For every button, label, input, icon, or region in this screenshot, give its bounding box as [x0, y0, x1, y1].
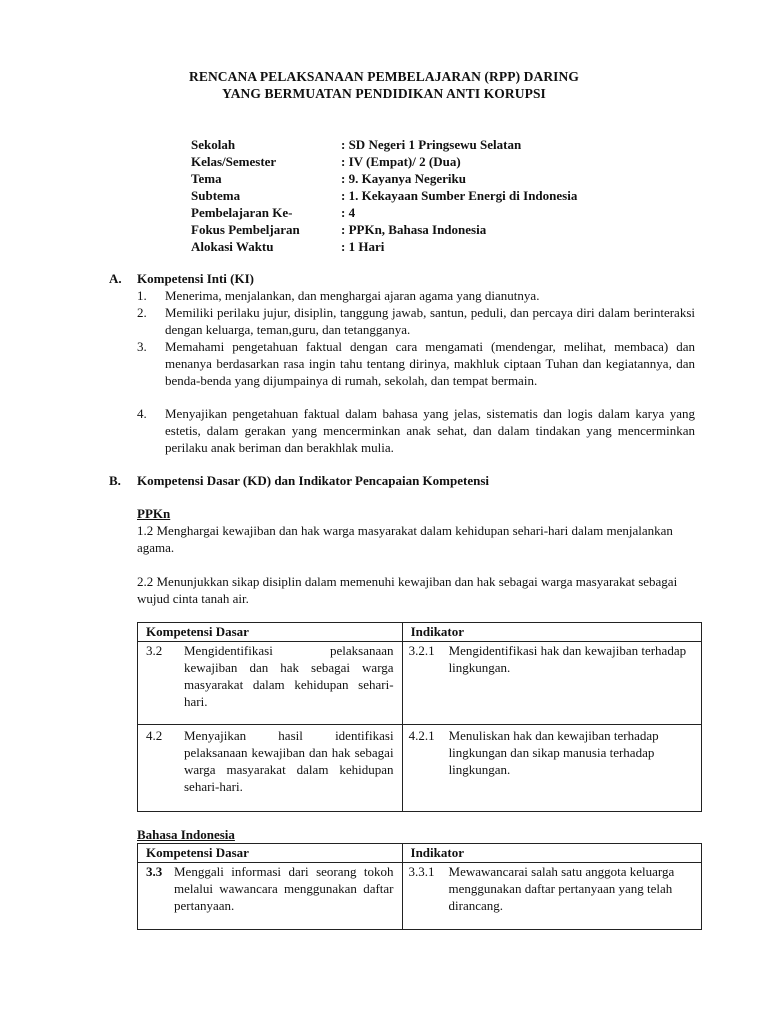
- ppkn-kd-table: [137, 622, 702, 812]
- indicator-number: 4.2.1: [408, 728, 435, 743]
- document-title-line-1: RENCANA PELAKSANAAN PEMBELAJARAN (RPP) DARING: [188, 69, 579, 84]
- table-row: [138, 863, 702, 930]
- ki-text: Memiliki perilaku jujur, disiplin, tanggung jawab, santun, peduli, dan percaya diri dalam berinteraksi dengan keluarga, teman,guru, dan tetangganya.: [165, 305, 695, 337]
- identity-value: : 4: [341, 205, 356, 220]
- kd-number: 3.2: [146, 643, 163, 658]
- column-header-indikator: Indikator: [402, 623, 701, 642]
- column-header-kompetensi: Kompetensi Dasar: [138, 844, 403, 863]
- identity-value: : 9. Kayanya Negeriku: [341, 171, 466, 186]
- ppkn-kd-1-2: 1.2 Menghargai kewajiban dan hak warga masyarakat dalam kehidupan sehari-hari dalam menjalankan agama.: [137, 523, 673, 555]
- table-header-row: [138, 844, 702, 863]
- section-letter: A.: [109, 271, 122, 286]
- ki-text: Menyajikan pengetahuan faktual dalam bahasa yang jelas, sistematis dan logis dalam karya yang estetis, dalam gerakan yang mencerminkan anak sehat, dan dalam tindakan yang mencerminkan perilaku anak beriman dan berakhlak mulia.: [165, 406, 695, 455]
- kd-number: 3.3: [146, 864, 163, 879]
- section-a-heading: [109, 270, 709, 287]
- indicator-cell: [402, 725, 701, 812]
- ki-number: 2.: [137, 305, 147, 320]
- ki-number: 1.: [137, 288, 147, 303]
- ki-item-3: [137, 338, 695, 406]
- table-row: [138, 725, 702, 812]
- identity-value: : SD Negeri 1 Pringsewu Selatan: [341, 137, 522, 152]
- kd-cell: [138, 725, 403, 812]
- ppkn-heading: PPKn: [137, 506, 171, 521]
- kd-cell: [138, 863, 403, 930]
- kd-cell: [138, 642, 403, 725]
- indicator-cell: [402, 642, 701, 725]
- identity-value: : IV (Empat)/ 2 (Dua): [341, 154, 461, 169]
- kd-text: Menggali informasi dari seorang tokoh melalui wawancara menggunakan daftar pertanyaan.: [174, 864, 394, 913]
- bahasa-kd-table: [137, 843, 702, 930]
- identity-label: Fokus Pembeljaran: [191, 222, 300, 237]
- identity-label: Kelas/Semester: [191, 154, 277, 169]
- section-title: Kompetensi Dasar (KD) dan Indikator Pencapaian Kompetensi: [137, 473, 489, 488]
- identity-value: : 1 Hari: [341, 239, 385, 254]
- ppkn-kd-2-2: 2.2 Menunjukkan sikap disiplin dalam memenuhi kewajiban dan hak sebagai warga masyarakat sebagai wujud cinta tanah air.: [137, 574, 678, 606]
- indicator-cell: [402, 863, 701, 930]
- kd-text: Mengidentifikasi pelaksanaan kewajiban dan hak sebagai warga masyarakat dalam kehidupan sehari-hari.: [184, 643, 394, 709]
- document-title-line-2: YANG BERMUATAN PENDIDIKAN ANTI KORUPSI: [222, 86, 546, 101]
- indicator-number: 3.3.1: [408, 864, 435, 879]
- section-b-heading: [109, 472, 709, 489]
- column-header-kompetensi: Kompetensi Dasar: [138, 623, 403, 642]
- indicator-text: Mengidentifikasi hak dan kewajiban terhadap lingkungan.: [448, 643, 687, 675]
- indicator-number: 3.2.1: [408, 643, 435, 658]
- identity-label: Subtema: [191, 188, 241, 203]
- identity-label: Alokasi Waktu: [191, 239, 274, 254]
- ki-text: Menerima, menjalankan, dan menghargai ajaran agama yang dianutnya.: [165, 288, 540, 303]
- identity-label: Tema: [191, 171, 222, 186]
- identity-value: : PPKn, Bahasa Indonesia: [341, 222, 487, 237]
- table-row: [138, 642, 702, 725]
- kd-number: 4.2: [146, 728, 163, 743]
- ki-item-1: [137, 287, 695, 304]
- ki-item-4: [137, 405, 695, 456]
- bahasa-indonesia-heading: Bahasa Indonesia: [137, 827, 235, 842]
- section-letter: B.: [109, 473, 121, 488]
- indicator-text: Menuliskan hak dan kewajiban terhadap lingkungan dan sikap manusia terhadap lingkungan.: [448, 728, 659, 777]
- ki-number: 3.: [137, 339, 147, 354]
- kd-text: Menyajikan hasil identifikasi pelaksanaan kewajiban dan hak sebagai warga masyarakat dalam kehidupan sehari-hari.: [184, 728, 394, 794]
- ki-item-2: [137, 304, 695, 338]
- identity-label: Pembelajaran Ke-: [191, 205, 293, 220]
- column-header-indikator: Indikator: [402, 844, 701, 863]
- identity-label: Sekolah: [191, 137, 236, 152]
- identity-value: : 1. Kekayaan Sumber Energi di Indonesia: [341, 188, 578, 203]
- ki-text: Memahami pengetahuan faktual dengan cara mengamati (mendengar, melihat, membaca) dan menanya berdasarkan rasa ingin tahu tentang dirinya, makhluk ciptaan Tuhan dan kegiatannya, dan benda-benda yang dijumpainya di rumah, sekolah, dan tempat bermain.: [165, 339, 695, 388]
- ki-number: 4.: [137, 406, 147, 421]
- indicator-text: Mewawancarai salah satu anggota keluarga menggunakan daftar pertanyaan yang telah dirancang.: [448, 864, 675, 913]
- section-title: Kompetensi Inti (KI): [137, 271, 254, 286]
- table-header-row: [138, 623, 702, 642]
